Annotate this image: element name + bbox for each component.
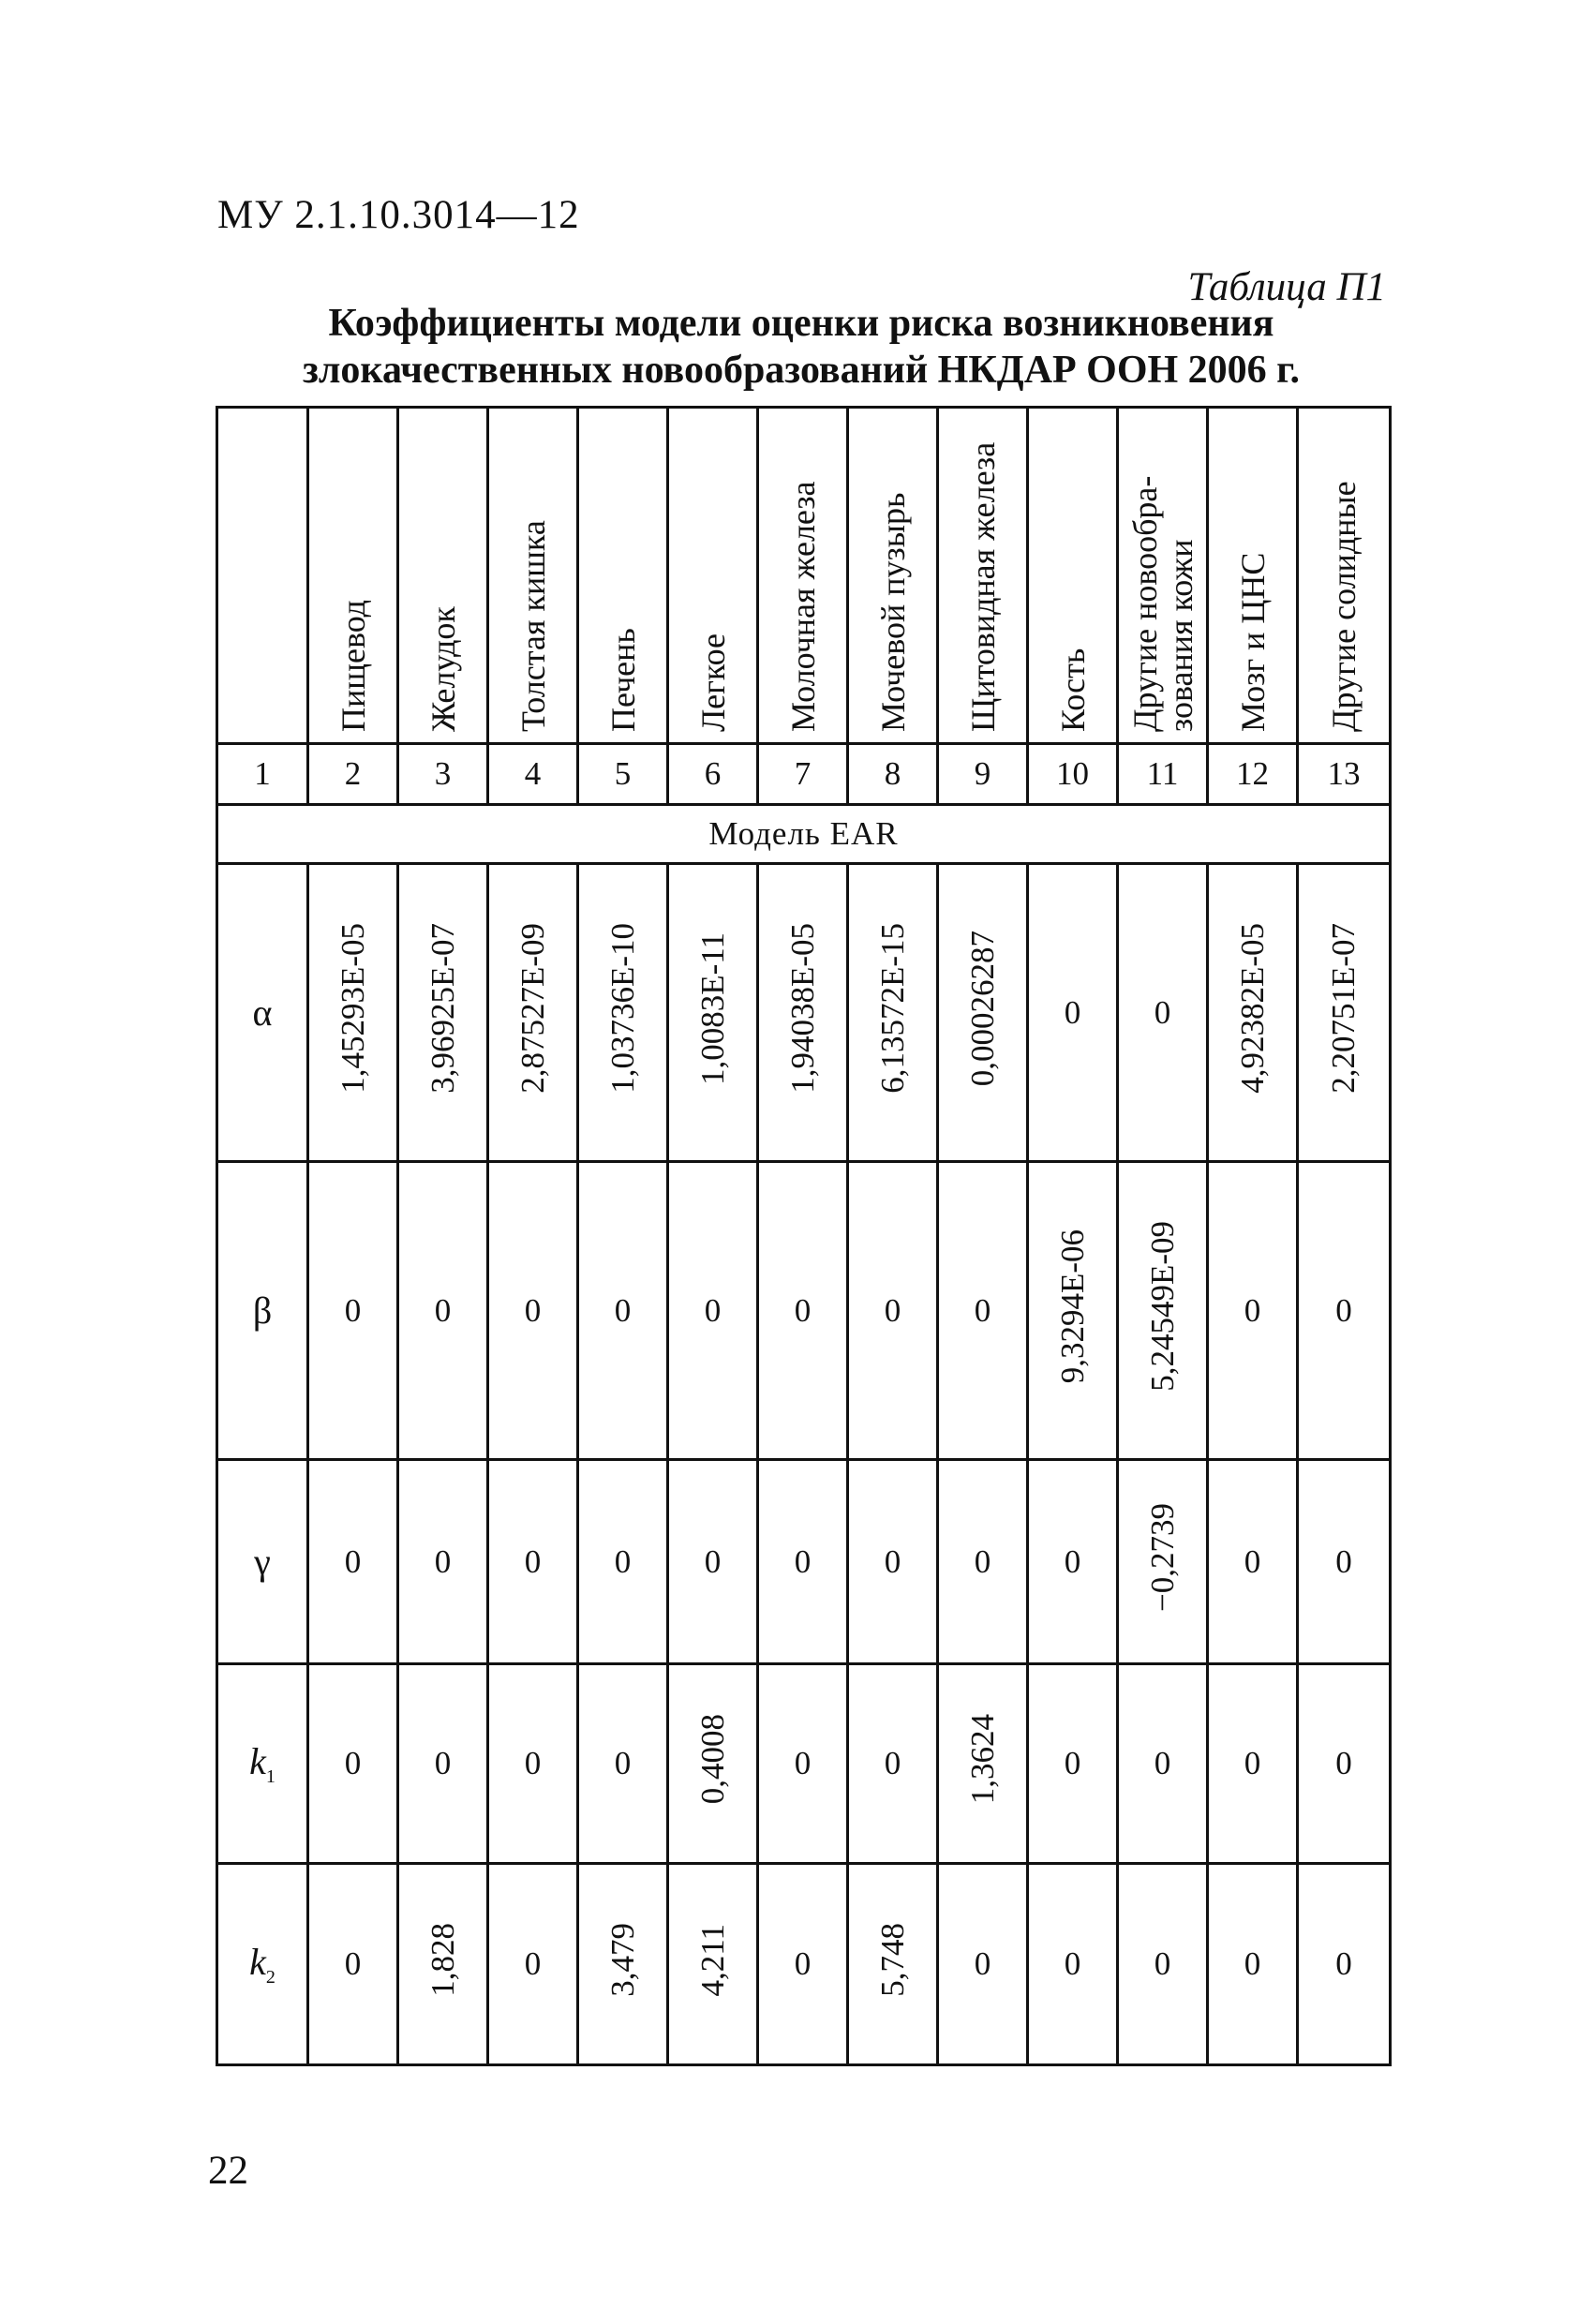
table-cell — [758, 1864, 848, 2065]
table-cell — [1208, 1460, 1298, 1664]
cell-value: 2,20751E-07 — [1325, 923, 1362, 1094]
header-corner-cell — [217, 408, 308, 744]
cell-value: 5,748 — [873, 1923, 911, 1997]
table-cell — [308, 1460, 398, 1664]
column-header — [398, 408, 488, 744]
table-cell — [578, 1664, 668, 1864]
table-row-gamma — [217, 1460, 1391, 1664]
cell-value: 1,0083E-11 — [693, 931, 731, 1085]
cell-value: 0,00026287 — [963, 930, 1001, 1087]
cell-value: 0 — [884, 1291, 901, 1329]
column-header-label: Другие солидные — [1325, 480, 1363, 732]
table-cell — [398, 1664, 488, 1864]
table-cell — [578, 1864, 668, 2065]
column-header-label: Легкое — [693, 633, 732, 732]
column-number: 9 — [938, 744, 1028, 805]
row-symbol — [217, 1864, 308, 2065]
table-cell — [578, 1162, 668, 1460]
column-number-row — [217, 744, 1391, 805]
cell-value: 0 — [974, 1542, 991, 1580]
cell-value: 0 — [1244, 1745, 1261, 1781]
table-cell — [1028, 864, 1118, 1162]
table-cell — [848, 1664, 938, 1864]
table-row-beta — [217, 1162, 1391, 1460]
table-row-alpha — [217, 864, 1391, 1162]
row-symbol-text — [249, 1740, 276, 1787]
row-symbol — [217, 1162, 308, 1460]
table-cell — [1028, 1162, 1118, 1460]
table-cell — [668, 864, 758, 1162]
row-symbol — [217, 864, 308, 1162]
table-cell — [398, 1162, 488, 1460]
table-cell — [308, 864, 398, 1162]
table-cell — [1298, 1664, 1391, 1864]
cell-value: 0 — [1335, 1945, 1352, 1982]
row-symbol — [217, 1664, 308, 1864]
cell-value: 0 — [1335, 1291, 1352, 1329]
coefficients-table — [216, 406, 1392, 2066]
cell-value: 0 — [1154, 993, 1171, 1031]
cell-value: 0 — [434, 1542, 452, 1580]
cell-value: 0 — [1064, 1745, 1081, 1781]
column-header — [1298, 408, 1391, 744]
column-number: 1 — [217, 744, 308, 805]
column-header — [848, 408, 938, 744]
table-cell — [1028, 1664, 1118, 1864]
column-number: 4 — [488, 744, 578, 805]
column-header-label: Пищевод — [334, 599, 372, 732]
cell-value: 2,87527E-09 — [514, 923, 551, 1094]
row-symbol-text: γ — [254, 1541, 271, 1583]
table-cell — [308, 1864, 398, 2065]
table-cell — [308, 1162, 398, 1460]
table-cell — [1028, 1460, 1118, 1664]
table-cell — [1208, 1664, 1298, 1864]
cell-value: 3,96925E-07 — [424, 923, 461, 1094]
table-title — [216, 300, 1387, 394]
cell-value: 0 — [704, 1291, 722, 1329]
column-header — [1208, 408, 1298, 744]
column-header — [1028, 408, 1118, 744]
column-header-label: Другие новообра- зования кожи — [1125, 475, 1199, 732]
cell-value: 5,24549E-09 — [1143, 1221, 1181, 1392]
cell-value: 4,92382E-05 — [1233, 923, 1271, 1094]
row-symbol-text: β — [252, 1289, 273, 1332]
column-header-label: Молочная железа — [783, 480, 822, 732]
column-number: 7 — [758, 744, 848, 805]
cell-value: −0,2739 — [1143, 1503, 1181, 1612]
cell-value: 0 — [614, 1745, 632, 1781]
table-cell — [578, 864, 668, 1162]
table-cell — [938, 1864, 1028, 2065]
table-cell — [848, 1864, 938, 2065]
table-row-k1 — [217, 1664, 1391, 1864]
table-cell — [1298, 1460, 1391, 1664]
cell-value: 0 — [1064, 1945, 1081, 1982]
table-cell — [848, 1162, 938, 1460]
table-cell — [1118, 864, 1208, 1162]
table-cell — [668, 1864, 758, 2065]
column-number: 8 — [848, 744, 938, 805]
column-header — [1118, 408, 1208, 744]
column-header — [938, 408, 1028, 744]
column-header — [668, 408, 758, 744]
cell-value: 0 — [794, 1745, 812, 1781]
table-cell — [308, 1664, 398, 1864]
cell-value: 1,45293E-05 — [334, 923, 371, 1094]
table-cell — [1028, 1864, 1118, 2065]
cell-value: 0 — [794, 1291, 812, 1329]
cell-value: 0 — [434, 1291, 452, 1329]
table-cell — [938, 1664, 1028, 1864]
cell-value: 1,828 — [424, 1923, 461, 1997]
table-cell — [488, 1664, 578, 1864]
table-cell — [668, 1664, 758, 1864]
column-header — [758, 408, 848, 744]
table-title-line-1: Коэффициенты модели оценки риска возникновения — [328, 302, 1274, 345]
column-number: 13 — [1298, 744, 1391, 805]
column-header-label: Кость — [1053, 648, 1092, 732]
column-header-label: Печень — [603, 627, 642, 732]
column-header — [578, 408, 668, 744]
table-label: Таблица П1 — [1187, 265, 1386, 309]
column-number: 3 — [398, 744, 488, 805]
cell-value: 0 — [1335, 1542, 1352, 1580]
table-cell — [1208, 1864, 1298, 2065]
cell-value: 0 — [524, 1945, 542, 1982]
cell-value: 9,3294E-06 — [1053, 1229, 1091, 1384]
header-row — [217, 408, 1391, 744]
row-symbol-letter: k — [249, 1740, 266, 1782]
table-cell — [578, 1460, 668, 1664]
table-cell — [1298, 1162, 1391, 1460]
cell-value: 0 — [974, 1291, 991, 1329]
column-header-label: Мочевой пузырь — [873, 492, 912, 732]
cell-value: 0 — [1244, 1291, 1261, 1329]
table-cell — [758, 1162, 848, 1460]
cell-value: 0 — [1064, 1542, 1081, 1580]
table-title-line-2: злокачественных новообразований НКДАР ООН 2006 г. — [302, 349, 1301, 392]
column-number: 11 — [1118, 744, 1208, 805]
cell-value: 0 — [344, 1542, 362, 1580]
model-label: Модель EAR — [217, 805, 1391, 864]
cell-value: 0 — [1154, 1745, 1171, 1781]
model-row — [217, 805, 1391, 864]
column-header-label: Толстая кишка — [514, 519, 552, 732]
table-cell — [1118, 1162, 1208, 1460]
cell-value: 0 — [614, 1291, 632, 1329]
row-symbol-text: α — [252, 991, 273, 1034]
table-cell — [398, 864, 488, 1162]
column-number: 12 — [1208, 744, 1298, 805]
cell-value: 1,3624 — [963, 1714, 1001, 1805]
table-cell — [398, 1864, 488, 2065]
cell-value: 0 — [884, 1542, 901, 1580]
table-cell — [488, 1864, 578, 2065]
table-cell — [758, 864, 848, 1162]
cell-value: 0 — [974, 1945, 991, 1982]
cell-value: 4,211 — [693, 1923, 731, 1997]
cell-value: 0 — [434, 1745, 452, 1781]
column-number: 5 — [578, 744, 668, 805]
cell-value: 0 — [1335, 1745, 1352, 1781]
table-row-k2 — [217, 1864, 1391, 2065]
page-number: 22 — [208, 2149, 248, 2193]
cell-value: 0 — [1244, 1542, 1261, 1580]
cell-value: 0 — [884, 1745, 901, 1781]
table-cell — [398, 1460, 488, 1664]
row-symbol-letter: k — [249, 1941, 266, 1983]
cell-value: 0 — [344, 1745, 362, 1781]
cell-value: 0,4008 — [693, 1714, 731, 1805]
table-cell — [668, 1460, 758, 1664]
cell-value: 0 — [344, 1291, 362, 1329]
cell-value: 0 — [794, 1945, 812, 1982]
table-cell — [1298, 1864, 1391, 2065]
row-symbol-subscript: 2 — [265, 1967, 276, 1988]
row-symbol — [217, 1460, 308, 1664]
cell-value: 0 — [704, 1542, 722, 1580]
table-cell — [1298, 864, 1391, 1162]
cell-value: 0 — [1064, 993, 1081, 1031]
table-cell — [488, 1460, 578, 1664]
column-header — [308, 408, 398, 744]
cell-value: 3,479 — [603, 1923, 641, 1997]
table-cell — [1118, 1664, 1208, 1864]
table-cell — [938, 1162, 1028, 1460]
table-cell — [488, 1162, 578, 1460]
cell-value: 0 — [344, 1945, 362, 1982]
column-header — [488, 408, 578, 744]
cell-value: 1,03736E-10 — [603, 923, 641, 1094]
document-code: МУ 2.1.10.3014—12 — [217, 193, 580, 237]
cell-value: 0 — [1154, 1945, 1171, 1982]
table-cell — [1118, 1864, 1208, 2065]
cell-value: 0 — [524, 1542, 542, 1580]
table-cell — [1118, 1460, 1208, 1664]
cell-value: 1,94038E-05 — [783, 923, 821, 1094]
cell-value: 0 — [524, 1745, 542, 1781]
column-header-label: Мозг и ЦНС — [1233, 552, 1272, 732]
column-number: 2 — [308, 744, 398, 805]
cell-value: 6,13572E-15 — [873, 923, 911, 1094]
table-cell — [1208, 1162, 1298, 1460]
cell-value: 0 — [794, 1542, 812, 1580]
cell-value: 0 — [524, 1291, 542, 1329]
table-cell — [848, 864, 938, 1162]
cell-value: 0 — [1244, 1945, 1261, 1982]
column-number: 10 — [1028, 744, 1118, 805]
row-symbol-subscript: 1 — [265, 1766, 276, 1787]
table-cell — [938, 864, 1028, 1162]
column-number: 6 — [668, 744, 758, 805]
table-cell — [848, 1460, 938, 1664]
cell-value: 0 — [614, 1542, 632, 1580]
table-cell — [758, 1460, 848, 1664]
column-header-label: Желудок — [424, 605, 462, 732]
table-cell — [1208, 864, 1298, 1162]
table-cell — [938, 1460, 1028, 1664]
table-cell — [668, 1162, 758, 1460]
table-cell — [758, 1664, 848, 1864]
column-header-label: Щитовидная железа — [963, 441, 1002, 732]
table-cell — [488, 864, 578, 1162]
row-symbol-text — [249, 1941, 276, 1988]
